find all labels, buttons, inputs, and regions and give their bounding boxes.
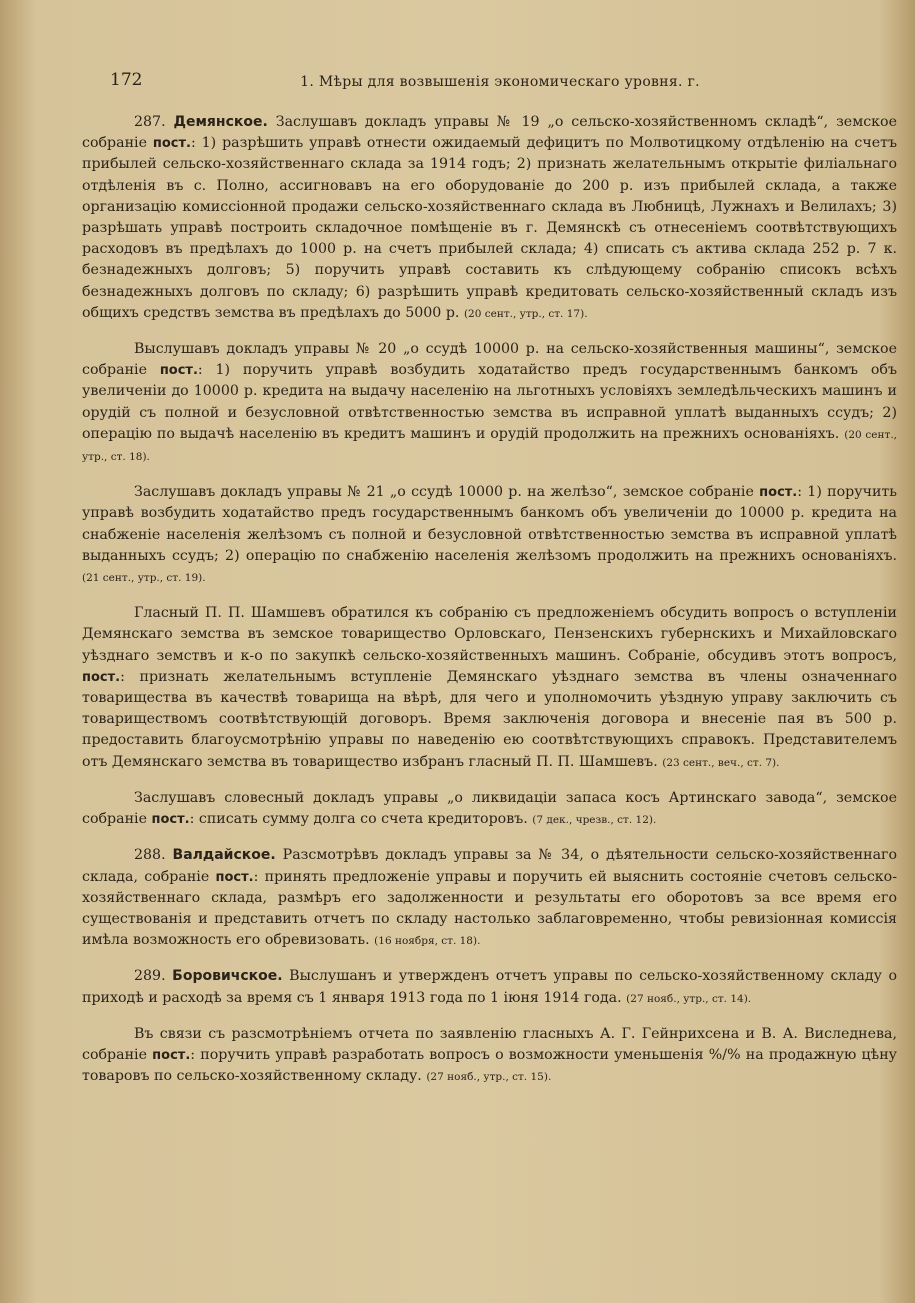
- session-reference: (16 ноября, ст. 18).: [374, 935, 481, 948]
- running-head: 1. Мѣры для возвышенія экономическаго уровня. г.: [300, 74, 700, 90]
- paragraph-text: Заслушавъ докладъ управы № 21 „о ссудѣ 10000 р. на желѣзо“, земское собраніе: [134, 484, 754, 501]
- resolution-marker: пост.: [152, 1047, 191, 1063]
- paragraph-289: [82, 966, 897, 1009]
- session-reference: (21 сент., утр., ст. 19).: [82, 572, 206, 585]
- page-header: [110, 70, 890, 100]
- section-place: Валдайское.: [172, 847, 276, 864]
- resolution-marker: пост.: [159, 363, 198, 379]
- session-reference: (7 дек., чрезв., ст. 12).: [532, 814, 657, 827]
- paragraph-text: Заслушавъ докладъ управы № 19 „о сельско-хозяйственномъ складѣ“, земское собраніе: [82, 114, 897, 152]
- paragraph-text: : 1) поручить управѣ возбудить ходатайство предъ государственнымъ банкомъ объ увеличеніи до 10000 р. кредита на выдачу населенію на льготныхъ условіяхъ земледѣльческихъ машинъ и орудій съ полной и безусловной отвѣтственностью земства въ исправной уплатѣ выданныхъ ссудъ; 2) операцію по выдачѣ населенію въ кредитъ машинъ и орудій продолжить на прежнихъ основаніяхъ.: [82, 362, 897, 442]
- session-reference: (27 нояб., утр., ст. 14).: [626, 992, 752, 1005]
- paragraph-report-21: [82, 482, 897, 589]
- section-number: 288.: [134, 847, 166, 864]
- paragraph-text: : списать сумму долга со счета кредиторовъ.: [189, 811, 528, 828]
- resolution-marker: пост.: [151, 812, 190, 828]
- resolution-marker: пост.: [82, 669, 121, 685]
- paragraph-text: : 1) разрѣшить управѣ отнести ожидаемый дефицитъ по Молвотицкому отдѣленію на счетъ прибылей сельско-хозяйственнаго склада за 1914 годъ; 2) признать желательнымъ открытіе филіальнаго отдѣленія въ с. Полно, ассигновавъ на его оборудованіе до 200 р. изъ прибылей склада, а также организацію комиссіонной продажи сельско-хозяйственнаго склада въ Любницѣ, Лужнахъ и Велилахъ; 3) разрѣшать управѣ построить складочное помѣщеніе въ г. Демянскѣ съ отнесеніемъ соотвѣтствующихъ расходовъ въ предѣлахъ до 1000 р. на счетъ прибылей склада; 4) списать съ актива склада 252 р. 7 к. безнадежныхъ долговъ; 5) поручить управѣ составить къ слѣдующему собранію списокъ всѣхъ безнадежныхъ долговъ по складу; 6) разрѣшить управѣ кредитовать сельско-хозяйственный складъ изъ общихъ средствъ земства въ предѣлахъ до 5000 р.: [82, 135, 898, 321]
- paragraph-text: Гласный П. П. Шамшевъ обратился къ собранію съ предложеніемъ обсудить вопросъ о вступленіи Демянскаго земства въ земское товарищество Орловскаго, Пензенскихъ губернскихъ и Михайловскаго уѣзднаго земствъ и к-о по закупкѣ сельско-хозяйственныхъ машинъ. Собраніе, обсудивъ этотъ вопросъ,: [82, 605, 897, 664]
- section-number: 287.: [134, 114, 166, 130]
- section-place: Демянское.: [173, 114, 268, 130]
- paragraph-288: [82, 845, 897, 952]
- paragraph-text: Разсмотрѣвъ докладъ управы за № 34, о дѣятельности сельско-хозяйственнаго склада, собраніе: [82, 847, 898, 885]
- session-reference: (20 сент., утр., ст. 18).: [82, 428, 897, 464]
- session-reference: (20 сент., утр., ст. 17).: [463, 307, 588, 320]
- page-body: [82, 112, 897, 1102]
- paragraph-text: Выслушанъ и утвержденъ отчетъ управы по сельско-хозяйственному складу о приходѣ и расходѣ за время съ 1 января 1913 года по 1 іюня 1914 года.: [82, 968, 898, 1006]
- page-number: 172: [110, 70, 143, 90]
- resolution-marker: пост.: [215, 869, 254, 885]
- paragraph-heinrichsen: [82, 1024, 897, 1089]
- section-place: Боровичское.: [172, 968, 283, 985]
- session-reference: (27 нояб., утр., ст. 15).: [426, 1071, 552, 1084]
- resolution-marker: пост.: [152, 136, 191, 152]
- paragraph-text: : 1) поручить управѣ возбудить ходатайство предъ государственнымъ банкомъ объ увеличеніи до 10000 р. кредита на снабженіе населенія желѣзомъ съ полной и безусловной отвѣтственностью земства въ исправной уплатѣ выданныхъ ссудъ; 2) операцію по снабженію населенія желѣзомъ продолжить на прежнихъ основаніяхъ.: [82, 484, 897, 564]
- paragraph-text: : признать желательнымъ вступленіе Демянскаго уѣзднаго земства въ члены означеннаго товарищества въ качествѣ товарища на вѣрѣ, для чего и уполномочить уѣздную управу заключить съ товариществомъ соотвѣтствующій договоръ. Время заключенія договора и внесеніе пая въ 500 р. предоставить благоусмотрѣнію управы по наведенію ею соотвѣтствующихъ справокъ. Представителемъ отъ Демянскаго земства въ товарищество избранъ гласный П. П. Шамшевъ.: [82, 668, 897, 770]
- paragraph-shamshev: [82, 603, 897, 774]
- paragraph-text: Выслушавъ докладъ управы № 20 „о ссудѣ 10000 р. на сельско-хозяйственныя машины“, земское собраніе: [82, 341, 897, 379]
- paragraph-report-20: [82, 339, 897, 468]
- section-number: 289.: [134, 968, 166, 985]
- paragraph-text: : поручить управѣ разработать вопросъ о возможности уменьшенія %/% на продажную цѣну товаровъ по сельско-хозяйственному складу.: [82, 1046, 897, 1085]
- session-reference: (23 сент., веч., ст. 7).: [662, 756, 780, 769]
- paragraph-artinsky: [82, 788, 897, 831]
- paragraph-text: Заслушавъ словесный докладъ управы „о ликвидаціи запаса косъ Артинскаго завода“, земское собраніе: [82, 789, 897, 828]
- paragraph-text: Въ связи съ разсмотрѣніемъ отчета по заявленію гласныхъ А. Г. Гейнрихсена и В. А. Виследнева, собраніе: [82, 1025, 897, 1063]
- paragraph-text: : принять предложеніе управы и поручить ей выяснить состояніе счетовъ сельско-хозяйственнаго склада, размѣръ его задолженности и результаты его оборотовъ за все время его существованія и представить отчетъ по складу настолько заблаговременно, чтобы ревизіонная комиссія имѣла возможность его обревизовать.: [82, 868, 897, 949]
- paragraph-287: [82, 112, 897, 325]
- resolution-marker: пост.: [759, 485, 798, 501]
